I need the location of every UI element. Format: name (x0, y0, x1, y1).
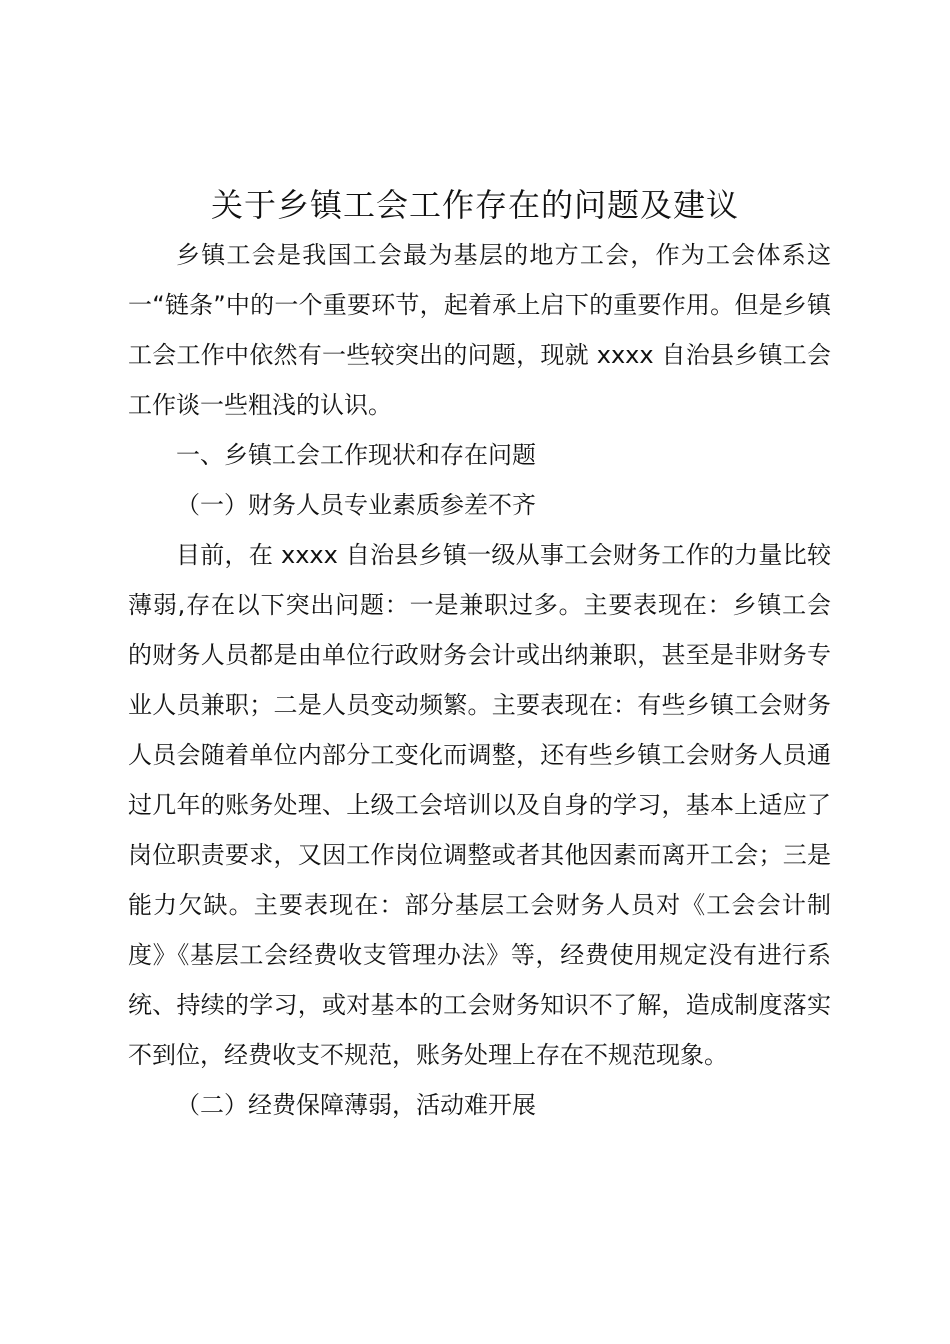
document-title: 关于乡镇工会工作存在的问题及建议 (210, 186, 739, 224)
intro-paragraph: 乡镇工会是我国工会最为基层的地方工会，作为工会体系这一“链条”中的一个重要环节，起着承上启下的重要作用。但是乡镇工会工作中依然有一些较突出的问题，现就 xxxx 自治县乡镇工会工作谈一些粗浅的认识。 (128, 241, 831, 419)
document-body (128, 230, 831, 1130)
subsection-heading-1: （一）财务人员专业素质参差不齐 (176, 491, 536, 519)
body-paragraph: 目前，在 xxxx 自治县乡镇一级从事工会财务工作的力量比较薄弱,存在以下突出问题：一是兼职过多。主要表现在：乡镇工会的财务人员都是由单位行政财务会计或出纳兼职，甚至是非财务专业人员兼职；二是人员变动频繁。主要表现在：有些乡镇工会财务人员会随着单位内部分工变化而调整，还有些乡镇工会财务人员通过几年的账务处理、上级工会培训以及自身的学习，基本上适应了岗位职责要求，又因工作岗位调整或者其他因素而离开工会；三是能力欠缺。主要表现在：部分基层工会财务人员对《工会会计制度》《基层工会经费收支管理办法》等，经费使用规定没有进行系统、持续的学习，或对基本的工会财务知识不了解，造成制度落实不到位，经费收支不规范，账务处理上存在不规范现象。 (128, 541, 831, 1069)
subsection-heading-2: （二）经费保障薄弱，活动难开展 (176, 1091, 536, 1119)
section-heading-1: 一、乡镇工会工作现状和存在问题 (176, 441, 536, 469)
